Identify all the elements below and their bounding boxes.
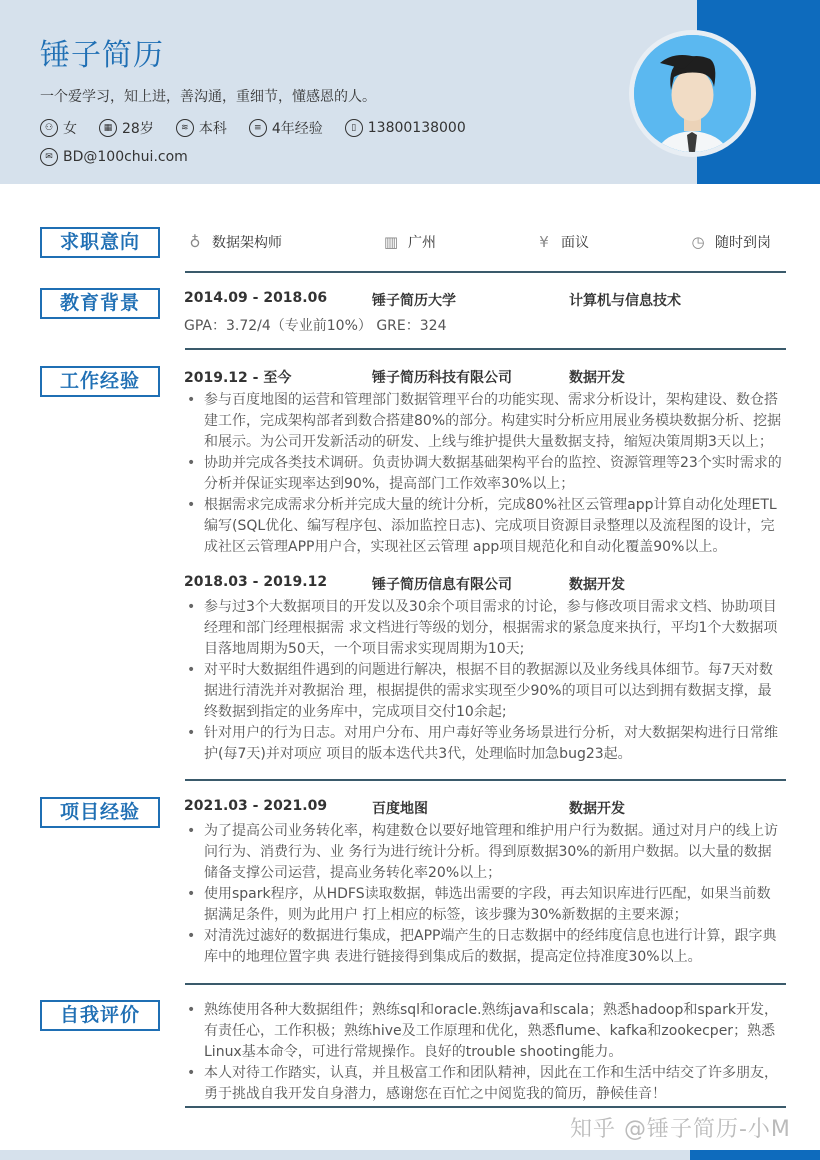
degree-value: 本科 [198,121,227,137]
intent-city [382,232,436,252]
intent-city-value: 广州 [408,235,436,251]
avatar-image [634,35,751,152]
divider [185,983,786,985]
project-role: 数据开发 [569,801,625,817]
divider [185,271,786,273]
info-gender [40,118,77,138]
education-details: GPA：3.72/4（专业前10%） GRE：324 [184,318,447,334]
job-role: 数据开发 [569,370,625,386]
list-item: • 参与过3个大数据项目的开发以及30余个项目需求的讨论，参与修改项目需求文档、协助项目经理和部门经理根据需 求文档进行等级的划分，根据需求的紧急度来执行，平均1个大数据项目落地周期为50天，一个项目需求实现周期为10天; [184,597,784,660]
intent-position-value: 数据架构师 [212,235,282,251]
tie-icon: ♁ [189,233,201,251]
section-label-education: 教育背景 [40,288,160,319]
info-phone [345,119,466,137]
list-item: • 熟练使用各种大数据组件；熟练sql和oracle.熟练java和scala；熟悉hadoop和spark开发，有责任心，工作积极；熟练hive及工作原理和优化，熟悉flume、kafka和zookecper；熟悉Linux基本命令，可进行常规操作。良好的trouble shooting能力。 [184,1000,784,1063]
list-item: • 针对用户的行为日志。对用户分布、用户毒好等业务场景进行分析，对大数据架构进行日常维护(每7天)并对项应 项目的版本迭代共3代，处理临时加急bug23起。 [184,723,784,765]
document-icon: ≡ [249,119,267,137]
footer-band [0,1150,690,1160]
watermark: 知乎 @锤子简历-小M [570,1117,791,1142]
education-major: 计算机与信息技术 [569,293,681,309]
project-period: 2021.03 - 2021.09 [184,798,328,814]
education-school: 锤子简历大学 [372,293,456,309]
footer-accent-block [690,1150,820,1160]
list-item: • 本人对待工作踏实，认真，并且极富工作和团队精神，因此在工作和生活中结交了许多朋友，勇于挑战自我开发自身潜力，感谢您在百忙之中阅览我的简历，静候佳音！ [184,1063,784,1105]
info-experience [249,118,323,138]
personal-info-row [40,118,488,138]
clock-icon: ◷ [691,233,705,251]
email-value[interactable]: BD@100chui.com [63,149,188,165]
yen-icon: ¥ [539,233,549,251]
project-bullets [184,821,784,968]
info-degree [176,118,227,138]
job-period: 2019.12 - 至今 [184,370,292,386]
avatar [629,30,756,157]
self-bullets [184,1000,784,1105]
section-label-self: 自我评价 [40,1000,160,1031]
intent-availability-value: 随时到岗 [715,235,771,251]
section-label-project: 项目经验 [40,797,160,828]
job-company: 锤子简历信息有限公司 [372,577,512,593]
resume-name: 锤子简历 [40,38,164,73]
job-bullets [184,597,784,765]
graduation-cap-icon: ≋ [176,119,194,137]
intent-availability [689,232,771,252]
info-email [40,148,188,166]
age-value: 28岁 [122,121,154,137]
job-header [184,574,784,594]
phone-icon: ▯ [345,119,363,137]
education-period: 2014.09 - 2018.06 [184,290,328,306]
building-icon: ▥ [383,233,399,251]
info-age [99,118,154,138]
divider [185,1106,786,1108]
job-company: 锤子简历科技有限公司 [372,370,512,386]
intent-salary [535,232,589,252]
mail-icon: ✉ [40,148,58,166]
list-item: • 参与百度地图的运营和管理部门数据管理平台的功能实现、需求分析设计，架构建设、数仓搭建工作，完成架构部者到数合搭建80%的部分。构建实时分析应用展业务模块数据分析、挖据和展示。为公司开发新活动的研发、上线与维护提供大量数据支持，缩短决策周期3天以上； [184,390,784,453]
list-item: • 为了提高公司业务转化率，构建数仓以要好地管理和维护用户行为数据。通过对月户的线上访问行为、消费行为、业 务行为进行统计分析。得到原数据30%的新用户数据。以大量的数据储备支撑公司运营，提高业务转化率20%以上； [184,821,784,884]
gender-icon: ⚇ [40,119,58,137]
intent-salary-value: 面议 [561,235,589,251]
list-item: • 使用spark程序，从HDFS读取数据，韩选出需要的字段，再去知识库进行匹配，如果当前数据满足条件，则为此用户 打上相应的标签，该步骤为30%新数据的主要来源； [184,884,784,926]
phone-value[interactable]: 13800138000 [367,120,466,136]
job-period: 2018.03 - 2019.12 [184,574,328,590]
job-bullets [184,390,784,558]
intent-position [186,232,282,252]
list-item: • 对平时大数据组件遇到的问题进行解决，根据不目的教据源以及业务线具体细节。每7天对数据进行清洗并对教据治 理，根据提供的需求实现至少90%的项目可以达到拥有数据支撑，最终数据到指定的业务库中，完成项目交付10余起; [184,660,784,723]
project-header [184,798,784,818]
list-item: • 协助并完成各类技术调研。负责协调大数据基础架构平台的监控、资源管理等23个实时需求的分析并保证实现率达到90%，提高部门工作效率30%以上； [184,453,784,495]
gender-value: 女 [63,121,77,137]
section-label-work: 工作经验 [40,366,160,397]
section-label-intent: 求职意向 [40,227,160,258]
calendar-icon: ▦ [99,119,117,137]
email-row [40,148,210,166]
project-name: 百度地图 [372,801,428,817]
experience-value: 4年经验 [271,121,323,137]
education-header [184,290,784,310]
person-avatar-icon [634,35,751,152]
job-role: 数据开发 [569,577,625,593]
job-header [184,367,784,387]
list-item: • 对清洗过滤好的数据进行集成，把APP端产生的日志数据中的经纬度信息也进行计算，跟字典库中的地理位置字典 表进行链接得到集成后的数据，提高定位持准度30%以上。 [184,926,784,968]
list-item: • 根据需求完成需求分析并完成大量的统计分析，完成80%社区云管理app计算自动化处理ETL编写(SQL优化、编写程序包、添加监控日志)、完成项目资源目录整理以及流程图的设计，完成社区云管理APP用户合，实现社区云管理 app项目规范化和自动化覆盖90%以上。 [184,495,784,558]
divider [185,348,786,350]
divider [185,779,786,781]
tagline: 一个爱学习，知上进，善沟通，重细节，懂感恩的人。 [40,89,376,105]
